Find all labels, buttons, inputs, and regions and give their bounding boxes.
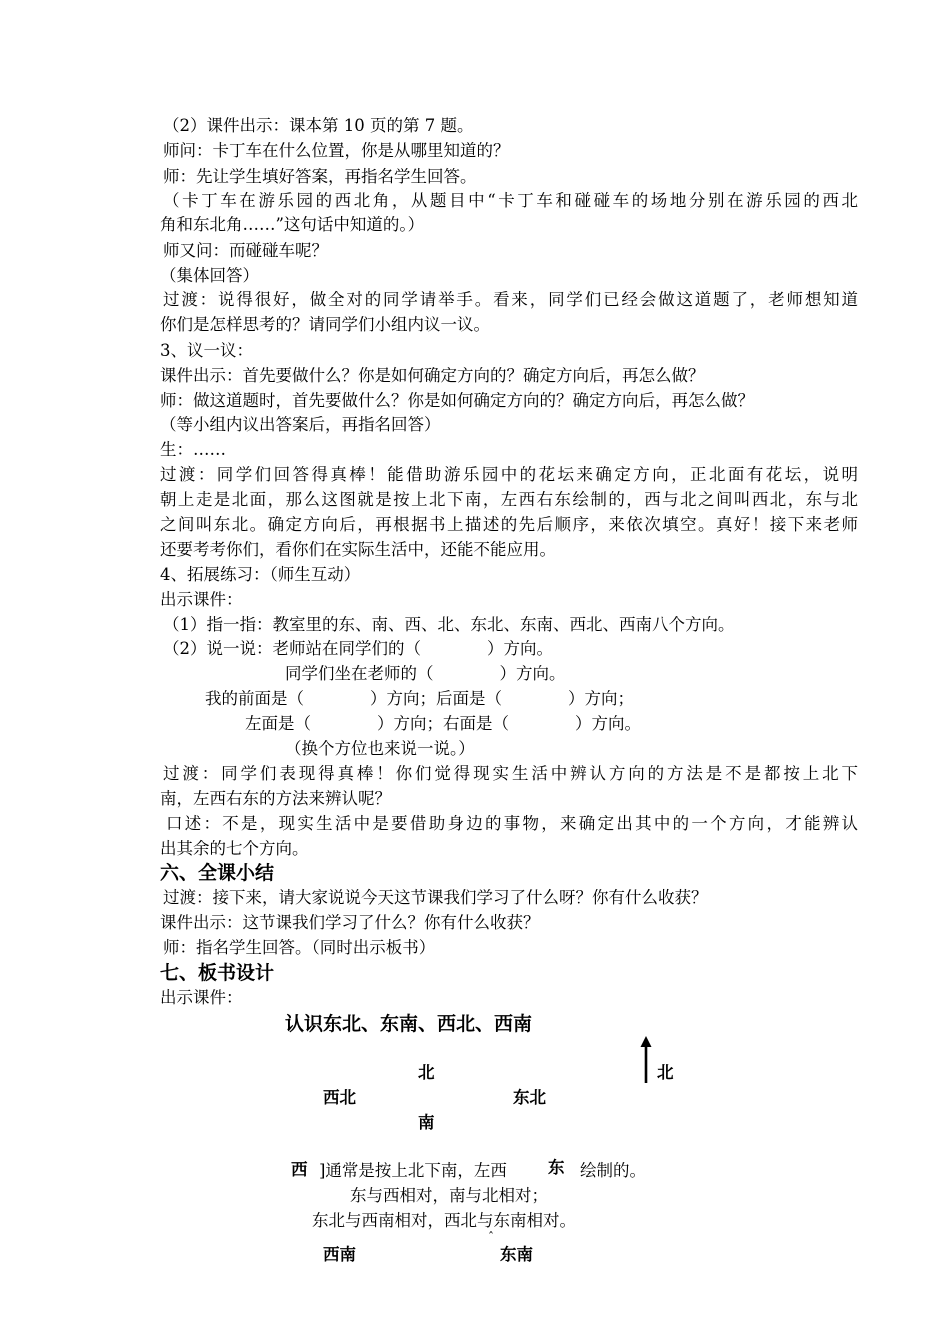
text-line: 南，左西右东的方法来辨认呢？ (160, 789, 391, 808)
text-line: 我的前面是（ ）方向；后面是（ ）方向； (205, 689, 634, 708)
board-note: 绘制的。 (580, 1161, 646, 1180)
board-note: 东北与西南相对，西北与东南相对。 (312, 1211, 576, 1230)
text-line: 朝上走是北面，那么这图就是按上北下南，左西右东绘制的，西与北之间叫西北，东与北 (160, 490, 858, 509)
text-line: 之间叫东北。确定方向后，再根据书上描述的先后顺序，来依次填空。真好！接下来老师 (160, 515, 858, 534)
north-arrow-icon (638, 1036, 654, 1084)
text-line: 师问：卡丁车在什么位置，你是从哪里知道的？ (163, 141, 510, 160)
text-line: 出示课件： (160, 590, 243, 609)
board-note: 东与西相对，南与北相对； (350, 1186, 548, 1205)
text-line: 师：做这道题时，首先要做什么？你是如何确定方向的？确定方向后，再怎么做？ (160, 391, 754, 410)
text-line: （集体回答） (160, 266, 259, 285)
arrow-label-north: 北 (657, 1063, 674, 1082)
text-line: 过渡：同学们表现得真棒！你们觉得现实生活中辨认方向的方法是不是都按上北下 (163, 764, 858, 783)
text-line: 课件出示：首先要做什么？你是如何确定方向的？确定方向后，再怎么做？ (160, 366, 705, 385)
text-line: 出示课件： (160, 988, 243, 1007)
direction-south: 南 (418, 1113, 435, 1132)
text-line: 角和东北角……”这句话中知道的。） (160, 215, 425, 234)
direction-north: 北 (418, 1063, 435, 1082)
text-line: 过渡：说得很好，做全对的同学请举手。看来，同学们已经会做这道题了，老师想知道 (163, 290, 858, 309)
text-line: 师：指名学生回答。（同时出示板书） (163, 938, 436, 957)
text-line: （等小组内议出答案后，再指名回答） (160, 415, 441, 434)
text-line: 师：先让学生填好答案，再指名学生回答。 (163, 167, 477, 186)
text-line: 过渡：接下来，请大家说说今天这节课我们学习了什么呀？你有什么收获？ (163, 888, 708, 907)
text-line: 出其余的七个方向。 (160, 839, 309, 858)
text-line: 你们是怎样思考的？请同学们小组内议一议。 (160, 315, 490, 334)
text-line: （卡丁车在游乐园的西北角，从题目中“卡丁车和碰碰车的场地分别在游乐园的西北 (163, 191, 858, 210)
tick-mark: ˆ (488, 1230, 494, 1244)
text-line: 过渡：同学们回答得真棒！能借助游乐园中的花坛来确定方向，正北面有花坛，说明 (160, 465, 858, 484)
text-line: 左面是（ ）方向；右面是（ ）方向。 (245, 714, 641, 733)
section-heading: 六、全课小结 (160, 862, 275, 884)
direction-southeast: 东南 (500, 1245, 533, 1264)
text-line: （2）说一说：老师站在同学们的（ ）方向。 (163, 639, 553, 658)
text-line: 生：…… (160, 440, 226, 459)
text-line: 同学们坐在老师的（ ）方向。 (285, 664, 566, 683)
text-line: （2）课件出示：课本第 10 页的第 7 题。 (163, 116, 474, 135)
text-line: 课件出示：这节课我们学习了什么？你有什么收获？ (160, 913, 540, 932)
text-line: （换个方位也来说一说。） (285, 739, 475, 758)
section-heading: 七、板书设计 (160, 962, 275, 984)
text-line: 4、拓展练习：（师生互动） (160, 565, 361, 584)
direction-northeast: 东北 (513, 1088, 546, 1107)
direction-northwest: 西北 (323, 1088, 356, 1107)
board-note: ]通常是按上北下南，左西 (319, 1161, 507, 1180)
text-line: 还要考考你们，看你们在实际生活中，还能不能应用。 (160, 540, 556, 559)
direction-west: 西 (291, 1160, 308, 1179)
direction-east: 东 (548, 1158, 565, 1177)
text-line: 3、议一议： (160, 341, 253, 360)
text-line: 师又问：而碰碰车呢？ (163, 241, 328, 260)
board-title: 认识东北、东南、西北、西南 (285, 1013, 533, 1035)
direction-southwest: 西南 (323, 1245, 356, 1264)
text-line: （1）指一指：教室里的东、南、西、北、东北、东南、西北、西南八个方向。 (163, 615, 735, 634)
text-line: 口述：不是，现实生活中是要借助身边的事物，来确定出其中的一个方向，才能辨认 (166, 814, 858, 833)
